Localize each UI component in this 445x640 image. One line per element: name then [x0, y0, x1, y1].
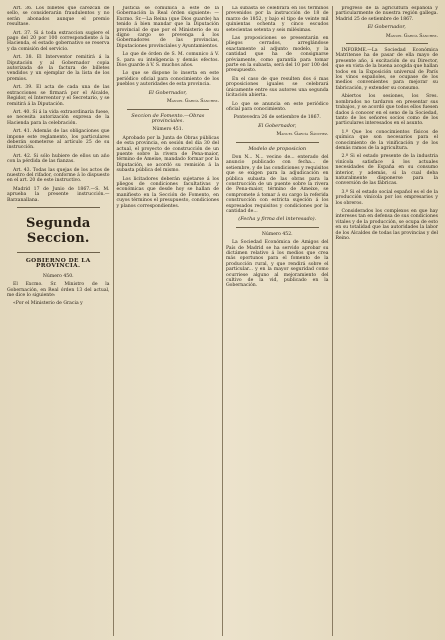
notice-number: Número 450. — [42, 273, 74, 279]
signature-title: El Gobernador, — [367, 24, 406, 31]
paragraph: En el caso de que resulten dos ó mas proposiciones iguales se celebrará únicamente entre sus autores una segunda licitación abierta. — [226, 76, 329, 99]
divider — [236, 142, 319, 143]
paragraph: La subasta se celebrará en los términos prevenidos por la instrucción de 18 de marzo de 1852, y bajo el tipo de veinte mil quinientas ochenta y cinco escudos setecientas setenta y seis milésimas. — [226, 6, 329, 33]
report-paragraph: Abiertos los sesiones, los Sres. nombrados no tardaron en presentar sus trabajos, y se acordó que todos ellos fuesen dados á conocer en el seno de la Sociedad, tanto de los señores socios como de los particulares interesados en el asunto. — [335, 94, 438, 127]
divider — [236, 227, 319, 228]
column-2 — [113, 6, 223, 636]
notice-number: Número 452. — [261, 231, 293, 237]
article-36: Art. 36. Los billetes que carezcan de sello, se considerarán fraudulentos y no serán abonados aunque el premio resultase. — [7, 6, 110, 28]
signature-name: Manuel García Sánchez. — [166, 99, 219, 105]
section-title: Seccion de Fomento.—Obras provinciales. — [131, 112, 205, 124]
notice-number: Número 451. — [152, 127, 184, 133]
instruction-date: Madrid 17 de Junio de 1867.—S. M. aprueba la presente instrucción.—Barzanallana. — [7, 186, 110, 203]
paragraph: Justicia se comunica á este de la Gobernación la Real órden siguiente: —Excmo. Sr.—La Reina (que Dios guarde) ha tenido á bien mandar que la Diputación provincial de que por el Ministerio de su digno cargo se prevenga á los Gobernadores de las provincias, Diputaciones provinciales y Ayuntamientos. — [116, 6, 219, 49]
paragraph: Lo que se anuncia en este periódico oficial para conocimiento. — [226, 101, 329, 112]
paragraph: Lo que se dispone lo inserta en este periódico oficial para conocimiento de los pueblos y autoridades de esta provincia. — [116, 71, 219, 88]
date-line: Pontevedra 26 de setiembre de 1867. — [233, 115, 321, 121]
notice-paragraph: «Por el Ministerio de Gracia y — [13, 301, 83, 307]
report-paragraph: 1.º Que los conocimientos físicos de química que son necesarios para el conocimiento de la vinificación y de los demás ramos de la agricultura. — [335, 129, 438, 151]
notice-paragraph: El Excmo. Sr. Ministro de la Gobernación, en Real órden 13 del actual, me dice lo siguiente: — [7, 282, 110, 299]
divider — [17, 207, 100, 208]
report-paragraph: 2.º Si el estado presente de la industria vinícola satisface á los actuales necesidades de España en su consumo interior, y además, si la cual deba naturalmente disponerse para la conversión de las fábricas. — [335, 154, 438, 187]
signature-name: Manuel García Sánchez. — [276, 132, 329, 138]
paragraph: Aprobado por la Junta de Obras públicas de esta provincia, en sesión del día 30 del actual, el proyecto de construcción de un puente sobre la rivera de Pena-maior, término de Ameixe, mandado formar por la Diputación, se acordó su remisión á la subasta pública del mismo. — [116, 135, 219, 174]
divider — [346, 43, 429, 44]
paragraph: Lo que de órden de S. M. comunico á V. S. para su inteligencia y demás efectos. Dios guarde á V. S. muchos años. — [116, 52, 219, 69]
article-42: Art. 42. Si sólo hubiere de ellos un año con la pérdida de las fianzas. — [7, 153, 110, 165]
divider — [127, 109, 210, 110]
signature-name: Manuel García Sánchez. — [385, 33, 438, 39]
report-paragraph: 3.º Si el estado social español es el de la producción vinícola por los empresarios y los obreros. — [335, 189, 438, 206]
article-37: Art. 37. Si á toda extraccion sugiere el pago del 20 por 100 correspondiente á la Hacienda, el estado gobernativo se reserva y da comisión del servicio. — [7, 30, 110, 52]
paragraph: progreso de la agricultura española y particularmente de nuestra región gallega. Madrid 25 de setiembre de 1867. — [335, 6, 438, 22]
article-43: Art. 43. Todas las quejas de los actos de nuestro del rifador, conforme á lo dispuesto en el art. 20 de este instructivo. — [7, 167, 110, 184]
column-4 — [332, 6, 442, 636]
paragraph: Los licitadores deberán sujetarse á los pliegos de condiciones facultativas y económicas que desde hoy se hallan de manifiesto en la Sección de Fomento, en cuyos términos el presupuesto, condiciones y planos correspondientes. — [116, 176, 219, 209]
paragraph: Don N... N... vecino de... enterado del anuncio publicado con fecha... de setiembre, y de las condiciones y requisitos que se exigen para la adjudicación en pública subasta de las obras para la construcción de un puente sobre la rivera de Pena-maior, término de Ameixe, se compromete á tomar á su cargo la referida construcción con estricta sujeción á los expresados requisitos y condiciones por la cantidad de... — [226, 154, 329, 214]
paragraph: Las proposiciones se presentarán en pliegos cerrados, arreglándose exactamente al adjunto modelo, y la cantidad que ha de consignarse préviamente, como garantía para tomar parte en la subasta, será del 10 por 100 del presupuesto. — [226, 36, 329, 74]
article-38: Art. 38. El Interventor remitirá á la Diputación y al Gobernador copia autorizada de la factura de billetes vendidos y un ejemplar de la lista de los premios. — [7, 55, 110, 82]
signature-title: El Gobernador, — [148, 89, 187, 96]
article-41: Art. 41. Además de las obligaciones que impone este reglamento, los particulares deberán someterse al artículo 25 de su instrucción. — [7, 129, 110, 151]
paragraph: La Sociedad Económica de Amigos del País de Madrid se ha servido aprobar su dictámen relativo á los medios que crea más oportunos para el fomento de la producción rural, y que rendirá sobre el particular... y en la mayor seguridad como ocurriese alguno al mejoramiento del cultivo de la vid, publicado en la Gobernación. — [226, 240, 329, 289]
divider — [17, 252, 100, 253]
column-1 — [4, 6, 113, 636]
report-paragraph: INFORME.—La Sociedad Económica Matritense ha de pasar de ella mayo de presente año, á excitación de su Director, que en vista de la buena acogida que hallan todos en la Exposición universal de París los vinos españoles, se ocupase de los medios convenientes para mejorar su fabricación, y extender su consumo. — [335, 48, 438, 91]
article-40: Art. 40. Si á la vida extraordinaria fuese, se necesita autorización expresa de la Hacienda para la celebración. — [7, 109, 110, 126]
report-paragraph: Considerados los complexos en que hay intereses tan en defensa de sus condiciones vitales y de la producción, se ocupa de esto en su totalidad que las autoridades la labor de los Alcaldes de todas las provincias y del Reino. — [335, 209, 438, 242]
model-title: Modelo de proposicion — [248, 145, 307, 152]
column-3 — [222, 6, 332, 636]
section-heading: Segunda Seccion. — [25, 216, 91, 246]
signature-note: (Fecha y firma del interesado). — [238, 216, 317, 223]
signature-title: El Gobernador, — [258, 122, 297, 129]
government-heading: GOBIERNO DE LA PROVINCIA. — [25, 258, 91, 270]
article-39: Art. 39. El acta de cada una de las extracciones se firmará por el Alcalde, Regidor, el Interventor y el Secretario, y se remitirá á la Diputación. — [7, 85, 110, 107]
